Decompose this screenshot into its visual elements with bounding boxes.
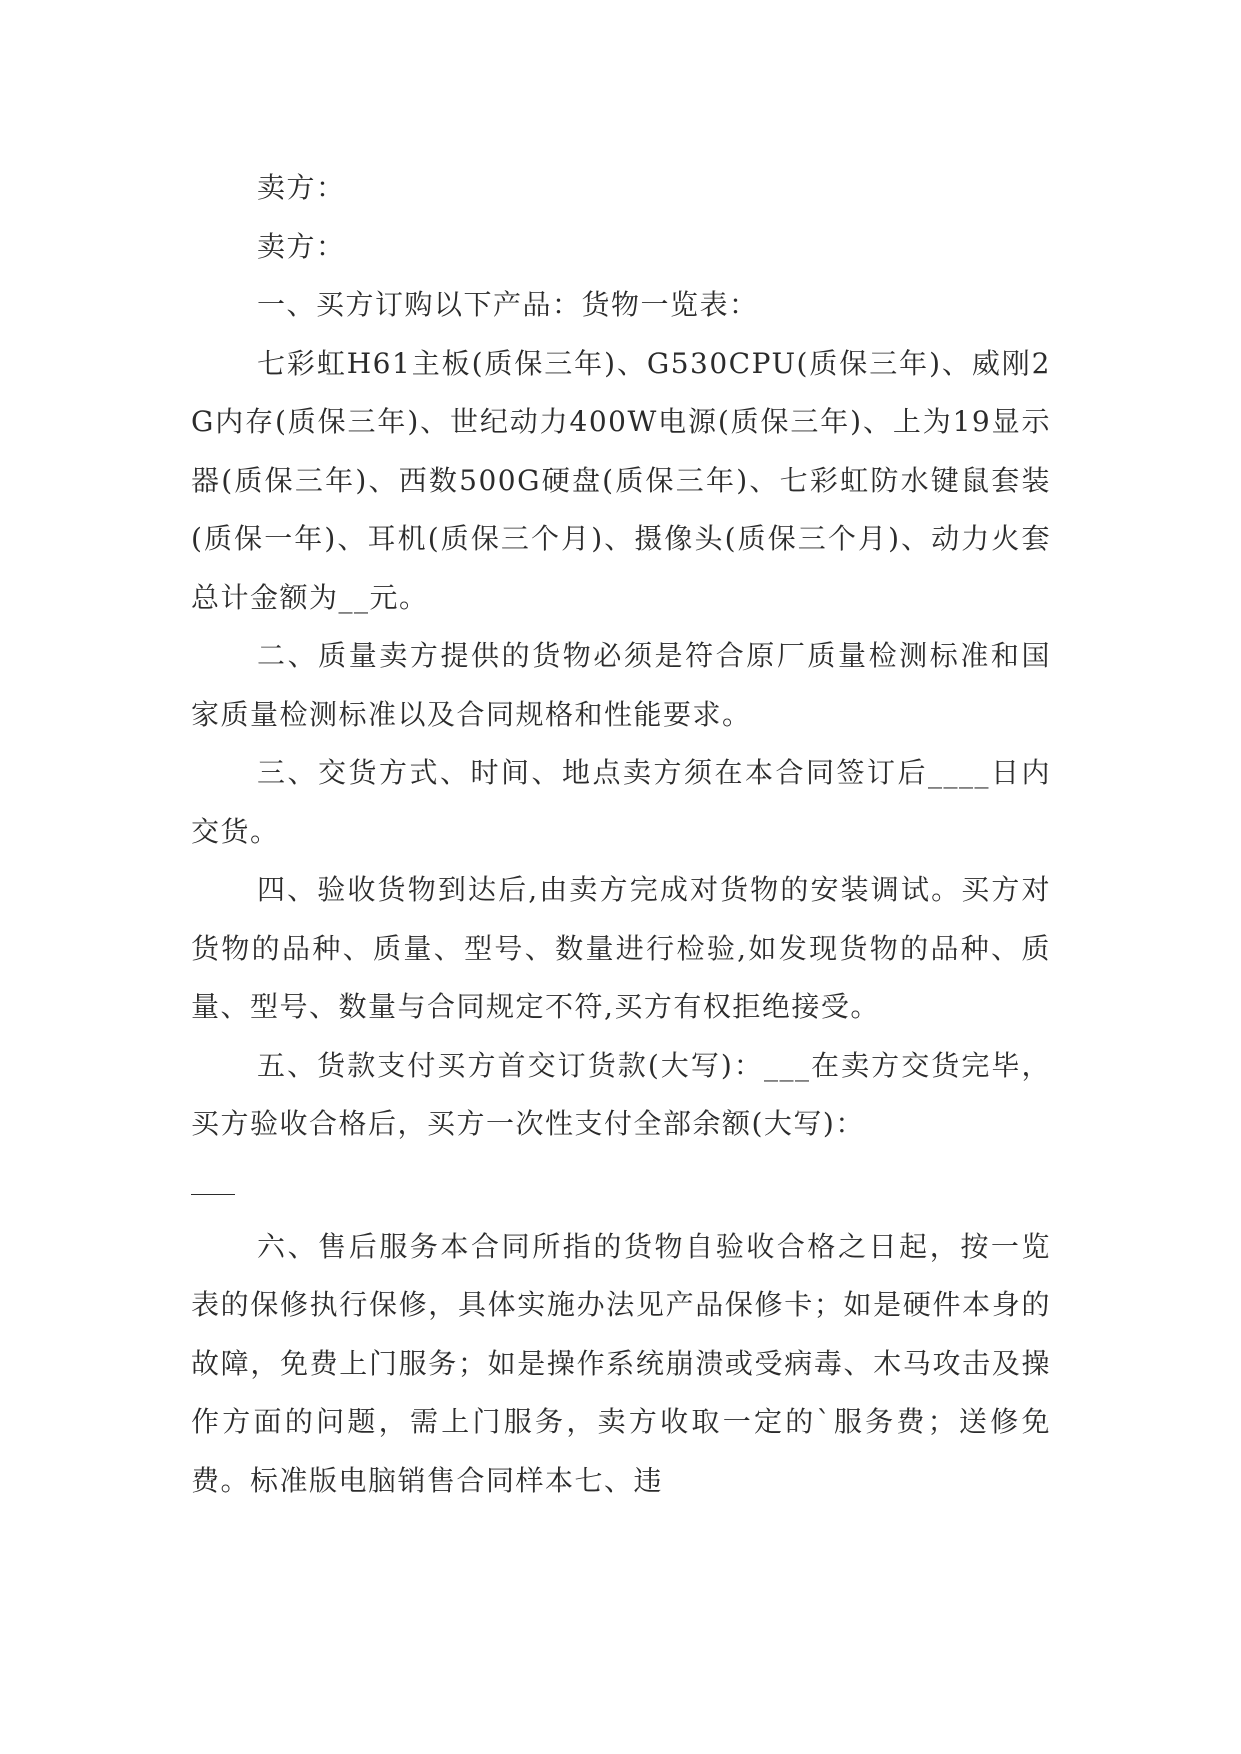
seller-label-1: 卖方： — [257, 171, 346, 204]
clause-2-quality: 二、质量卖方提供的货物必须是符合原厂质量检测标准和国家质量检测标准以及合同规格和性能要求。 — [191, 639, 1051, 731]
clause-4-acceptance: 四、验收货物到达后,由卖方完成对货物的安装调试。买方对货物的品种、质量、型号、数量进行检验,如发现货物的品种、质量、型号、数量与合同规定不符,买方有权拒绝接受。 — [191, 873, 1051, 1023]
blank-rule — [191, 1194, 235, 1195]
payment-blank-line — [191, 1154, 1051, 1218]
clause-5-payment: 五、货款支付买方首交订货款(大写)：___在卖方交货完毕，买方验收合格后，买方一次性支付全部余额(大写)： — [191, 1048, 1051, 1140]
seller-label-2: 卖方： — [257, 229, 346, 263]
clause-3-delivery: 三、交货方式、时间、地点卖方须在本合同签订后____日内交货。 — [191, 756, 1051, 848]
clause-6-after-sales: 六、售后服务本合同所指的货物自验收合格之日起，按一览表的保修执行保修，具体实施办法见产品保修卡；如是硬件本身的故障，免费上门服务；如是操作系统崩溃或受病毒、木马攻击及操作方面的问题，需上门服务，卖方收取一定的`服务费；送修免费。标准版电脑销售合同样本七、违 — [191, 1229, 1051, 1497]
clause-1-heading: 一、买方订购以下产品：货物一览表： — [257, 288, 759, 321]
document-body — [191, 159, 1051, 1510]
product-list-paragraph: 七彩虹H61主板(质保三年)、G530CPU(质保三年)、威刚2G内存(质保三年)、世纪动力400W电源(质保三年)、上为19显示器(质保三年)、西数500G硬盘(质保三年)、七彩虹防水键鼠套装(质保一年)、耳机(质保三个月)、摄像头(质保三个月)、动力火套总计金额为__元。 — [191, 346, 1051, 614]
